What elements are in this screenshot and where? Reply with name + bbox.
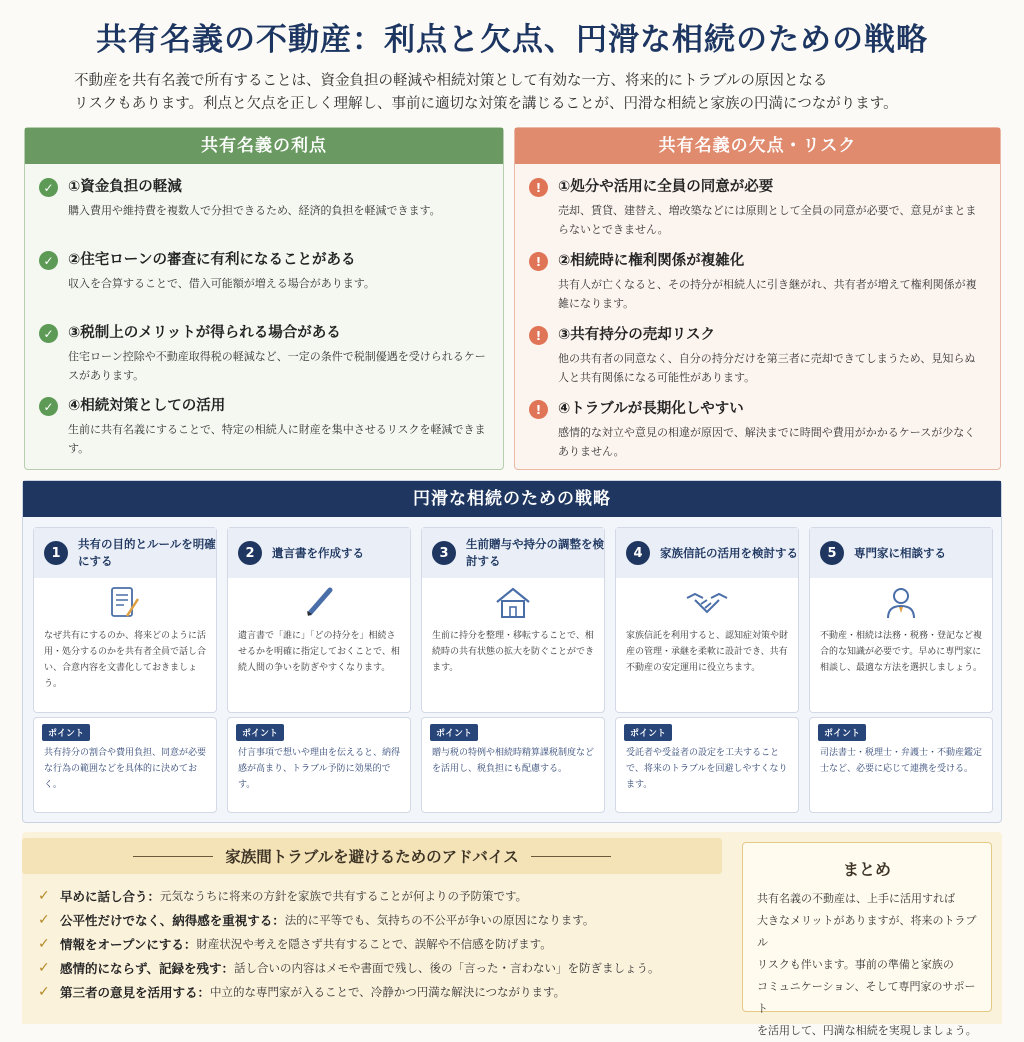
cons-item (529, 176, 986, 250)
cons-item (529, 250, 986, 324)
pros-item-title: ①資金負担の軽減 (68, 179, 182, 195)
strategy-step-card (33, 527, 217, 713)
strategy-section (22, 480, 1002, 823)
checkmark-icon: ✓ (38, 888, 50, 904)
pros-item-desc: 購入費用や維持費を複数人で分担できるため、経済的負担を軽減できます。 (68, 204, 441, 217)
exclamation-circle-icon: ! (529, 326, 548, 345)
advice-item-title: 早めに話し合う： (60, 889, 161, 904)
divider (133, 856, 213, 857)
advice-item (38, 932, 660, 956)
cons-item (529, 324, 986, 398)
step-description: 家族信託を利用すると、認知症対策や財産の管理・承継を柔軟に設計でき、共有不動産の安定運用に役立ちます。 (626, 631, 789, 673)
cons-item (529, 398, 986, 472)
step-title: 共有の目的とルールを明確にする (78, 537, 216, 568)
strategy-step-card (421, 527, 605, 713)
advice-item-text: 話し合いの内容はメモや書面で残し、後の「言った・言わない」を防ぎましょう。 (234, 961, 660, 975)
point-badge: ポイント (430, 724, 478, 741)
summary-text (743, 880, 991, 1042)
point-badge: ポイント (624, 724, 672, 741)
summary-box (742, 842, 992, 1037)
pros-item (39, 249, 489, 322)
cons-header: 共有名義の欠点・リスク (515, 128, 1000, 164)
step-title: 家族信託の活用を検討する (660, 545, 798, 560)
pen-icon (228, 578, 410, 628)
strategy-step-card (615, 527, 799, 713)
pros-item-desc: 収入を合算することで、借入可能額が増える場合があります。 (68, 277, 375, 290)
strategy-point-card (615, 717, 799, 813)
summary-line: 大きなメリットがありますが、将来のトラブル (757, 914, 977, 949)
step-number: 4 (626, 541, 650, 565)
step-number: 2 (238, 541, 262, 565)
point-text: 付言事項で想いや理由を伝えると、納得感が高まり、トラブル予防に効果的です。 (238, 748, 401, 790)
pros-item (39, 395, 489, 468)
cons-item-title: ④トラブルが長期化しやすい (558, 401, 744, 417)
pros-header: 共有名義の利点 (25, 128, 503, 164)
pros-item-desc: 住宅ローン控除や不動産取得税の軽減など、一定の条件で税制優遇を受けられるケースがあります。 (68, 350, 486, 382)
consultant-icon (810, 578, 992, 628)
check-circle-icon: ✓ (39, 251, 58, 270)
intro-line: リスクもあります。利点と欠点を正しく理解し、事前に適切な対策を講じることが、円滑な相続と家族の円満につながります。 (74, 96, 898, 112)
pros-item-title: ②住宅ローンの審査に有利になることがある (68, 252, 356, 268)
divider (531, 856, 611, 857)
pros-item-desc: 生前に共有名義にすることで、特定の相続人に財産を集中させるリスクを軽減できます。 (68, 423, 486, 455)
advice-item-text: 元気なうちに将来の方針を家族で共有することが何よりの予防策です。 (160, 889, 528, 903)
step-description: なぜ共有にするのか、将来どのように活用・処分するのかを共有者全員で話し合い、合意内容を文書化しておきましょう。 (44, 631, 207, 689)
summary-line: コミュニケーション、そして専門家のサポート (757, 980, 976, 1015)
exclamation-circle-icon: ! (529, 178, 548, 197)
intro-line: 不動産を共有名義で所有することは、資金負担の軽減や相続対策として有効な一方、将来的にトラブルの原因となる (74, 73, 828, 89)
handshake-icon (616, 578, 798, 628)
advice-item (38, 884, 660, 908)
strategy-point-card (421, 717, 605, 813)
cons-item-desc: 感情的な対立や意見の相違が原因で、解決までに時間や費用がかかるケースが少なくありません。 (558, 426, 976, 458)
step-description: 生前に持分を整理・移転することで、相続時の共有状態の拡大を防ぐことができます。 (432, 631, 595, 673)
point-badge: ポイント (818, 724, 866, 741)
intro-text (74, 70, 974, 116)
advice-item-title: 感情的にならず、記録を残す： (60, 961, 235, 976)
advice-item-text: 法的に平等でも、気持ちの不公平が争いの原因になります。 (284, 913, 595, 927)
step-description: 遺言書で「誰に」「どの持分を」相続させるかを明確に指定しておくことで、相続人間の争いを防ぎやすくなります。 (238, 631, 400, 673)
pros-item (39, 176, 489, 249)
checkmark-icon: ✓ (38, 984, 50, 1000)
advice-item-title: 情報をオープンにする： (60, 937, 197, 952)
pros-item-title: ③税制上のメリットが得られる場合がある (68, 325, 341, 341)
check-circle-icon: ✓ (39, 178, 58, 197)
pros-panel (24, 127, 504, 470)
step-number: 1 (44, 541, 68, 565)
step-title: 遺言書を作成する (272, 545, 364, 560)
step-title: 専門家に相談する (854, 545, 946, 560)
summary-line: を活用して、円満な相続を実現しましょう。 (757, 1024, 977, 1037)
strategy-step-card (227, 527, 411, 713)
advice-item (38, 908, 660, 932)
check-circle-icon: ✓ (39, 324, 58, 343)
point-badge: ポイント (42, 724, 90, 741)
house-icon (422, 578, 604, 628)
pros-item-title: ④相続対策としての活用 (68, 398, 226, 414)
cons-panel (514, 127, 1001, 470)
advice-item-text: 中立的な専門家が入ることで、冷静かつ円満な解決につながります。 (210, 985, 566, 999)
cons-item-title: ②相続時に権利関係が複雑化 (558, 253, 745, 269)
step-title: 生前贈与や持分の調整を検討する (466, 537, 604, 568)
check-circle-icon: ✓ (39, 397, 58, 416)
cons-item-desc: 共有人が亡くなると、その持分が相続人に引き継がれ、共有者が増えて権利関係が複雑になります。 (558, 278, 977, 310)
step-description: 不動産・相続は法務・税務・登記など複合的な知識が必要です。早めに専門家に相談し、最適な方法を選択しましょう。 (820, 631, 983, 673)
advice-header (22, 838, 722, 874)
pros-item (39, 322, 489, 395)
checkmark-icon: ✓ (38, 912, 50, 928)
step-number: 3 (432, 541, 456, 565)
advice-item (38, 956, 660, 980)
cons-item-desc: 売却、賃貸、建替え、増改築などには原則として全員の同意が必要で、意見がまとまらないとできません。 (558, 204, 977, 236)
advice-list (38, 884, 660, 1004)
point-text: 贈与税の特例や相続時精算課税制度などを活用し、税負担にも配慮する。 (432, 748, 595, 774)
strategy-header: 円滑な相続のための戦略 (23, 481, 1001, 517)
strategy-step-card (809, 527, 993, 713)
page-title: 共有名義の不動産：利点と欠点、円滑な相続のための戦略 (96, 22, 928, 58)
advice-item-title: 第三者の意見を活用する： (60, 985, 211, 1000)
cons-item-title: ③共有持分の売却リスク (558, 327, 715, 343)
checkmark-icon: ✓ (38, 936, 50, 952)
exclamation-circle-icon: ! (529, 400, 548, 419)
advice-item (38, 980, 660, 1004)
checkmark-icon: ✓ (38, 960, 50, 976)
exclamation-circle-icon: ! (529, 252, 548, 271)
strategy-point-card (33, 717, 217, 813)
cons-item-desc: 他の共有者の同意なく、自分の持分だけを第三者に売却できてしまうため、見知らぬ人と共有関係になる可能性があります。 (558, 352, 976, 384)
advice-item-text: 財産状況や考えを隠さず共有することで、誤解や不信感を防げます。 (196, 937, 552, 951)
summary-line: 共有名義の不動産は、上手に活用すれば (757, 892, 955, 905)
step-number: 5 (820, 541, 844, 565)
cons-item-title: ①処分や活用に全員の同意が必要 (558, 179, 774, 195)
strategy-point-card (809, 717, 993, 813)
point-badge: ポイント (236, 724, 284, 741)
advice-item-title: 公平性だけでなく、納得感を重視する： (60, 913, 285, 928)
point-text: 受託者や受益者の設定を工夫することで、将来のトラブルを回避しやすくなります。 (626, 748, 788, 790)
point-text: 司法書士・税理士・弁護士・不動産鑑定士など、必要に応じて連携を受ける。 (820, 748, 983, 774)
summary-title: まとめ (842, 860, 891, 879)
advice-title: 家族間トラブルを避けるためのアドバイス (225, 848, 519, 866)
summary-line: リスクも伴います。事前の準備と家族の (757, 958, 954, 971)
point-text: 共有持分の割合や費用負担、同意が必要な行為の範囲などを具体的に決めておく。 (44, 748, 207, 790)
document-pen-icon (34, 578, 216, 628)
strategy-point-card (227, 717, 411, 813)
